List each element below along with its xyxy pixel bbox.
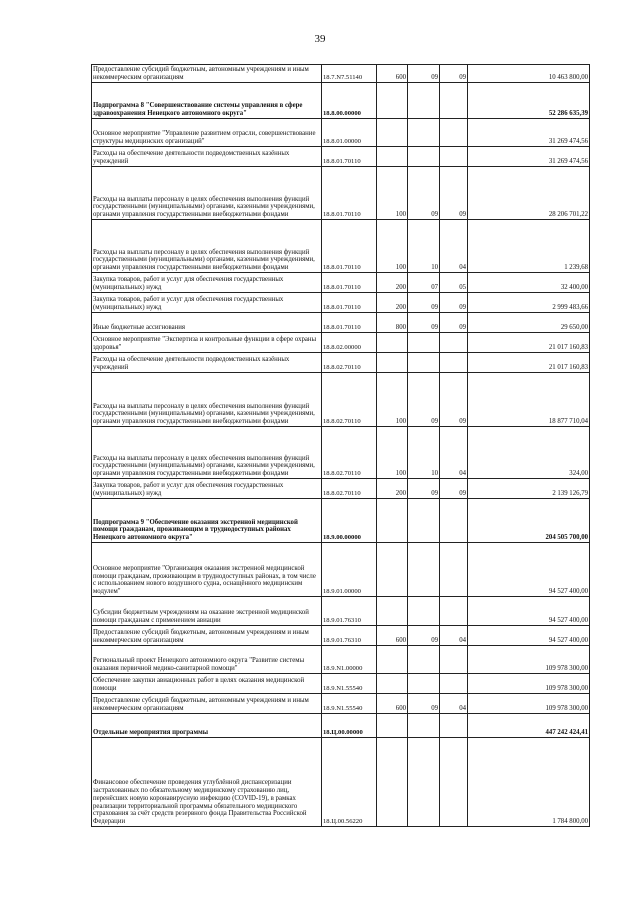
target-article-code: 18.9.01.76310	[322, 626, 377, 646]
expense-type-code	[377, 597, 408, 626]
amount-cell: 31 269 474,56	[468, 147, 590, 167]
row-name-cell: Основное мероприятие "Организация оказания экстренной медицинской помощи гражданам, проживающим в труднодоступных районах, в том числе с использованием нового воздушного судна, оснащённого медицинским модулем"	[92, 543, 322, 597]
section-code	[408, 353, 440, 373]
subsection-code	[440, 714, 468, 738]
row-name-cell: Основное мероприятие "Управление развитием отрасли, совершенствование структуры медицинских организаций"	[92, 119, 322, 147]
target-article-code: 18.Ц.00.00000	[322, 714, 377, 738]
table-row	[92, 499, 590, 543]
subsection-code	[440, 119, 468, 147]
row-name-cell: Расходы на обеспечение деятельности подведомственных казённых учреждений	[92, 147, 322, 167]
table-row	[92, 694, 590, 714]
target-article-code: 18.9.N1.55540	[322, 674, 377, 694]
row-name-cell: Отдельные мероприятия программы	[92, 714, 322, 738]
subsection-code	[440, 597, 468, 626]
expense-type-code: 600	[377, 694, 408, 714]
section-code: 09	[408, 167, 440, 220]
target-article-code: 18.7.N7.51140	[322, 65, 377, 83]
row-name-cell: Субсидии бюджетным учреждениям на оказание экстренной медицинской помощи гражданам с применением авиации	[92, 597, 322, 626]
row-name-cell: Подпрограмма 9 "Обеспечение оказания экстренной медицинской помощи гражданам, проживающим в труднодоступных районах Ненецкого автономного округа"	[92, 499, 322, 543]
section-code	[408, 646, 440, 674]
amount-cell: 52 286 635,39	[468, 83, 590, 119]
expense-type-code: 200	[377, 479, 408, 499]
target-article-code: 18.8.02.00000	[322, 333, 377, 353]
amount-cell: 29 650,00	[468, 313, 590, 333]
section-code: 09	[408, 694, 440, 714]
section-code	[408, 597, 440, 626]
target-article-code: 18.8.01.70110	[322, 220, 377, 273]
subsection-code: 09	[440, 479, 468, 499]
expense-type-code: 600	[377, 65, 408, 83]
target-article-code: 18.Ц.00.56220	[322, 738, 377, 827]
page-number: 39	[314, 33, 326, 45]
section-code: 09	[408, 626, 440, 646]
expense-type-code: 100	[377, 373, 408, 427]
table-row	[92, 273, 590, 293]
section-code: 07	[408, 273, 440, 293]
target-article-code: 18.9.01.00000	[322, 543, 377, 597]
row-name-cell: Расходы на обеспечение деятельности подведомственных казённых учреждений	[92, 353, 322, 373]
section-code	[408, 738, 440, 827]
table-row	[92, 313, 590, 333]
subsection-code: 04	[440, 694, 468, 714]
target-article-code: 18.8.02.70110	[322, 373, 377, 427]
amount-cell: 31 269 474,56	[468, 119, 590, 147]
subsection-code	[440, 83, 468, 119]
amount-cell: 109 978 300,00	[468, 694, 590, 714]
expense-type-code: 100	[377, 220, 408, 273]
amount-cell: 109 978 300,00	[468, 646, 590, 674]
row-name-cell: Закупка товаров, работ и услуг для обеспечения государственных (муниципальных) нужд	[92, 479, 322, 499]
target-article-code: 18.9.N1.55540	[322, 694, 377, 714]
amount-cell: 32 400,00	[468, 273, 590, 293]
row-name-cell: Предоставление субсидий бюджетным, автономным учреждениям и иным некоммерческим организациям	[92, 626, 322, 646]
row-name-cell: Расходы на выплаты персоналу в целях обеспечения выполнения функций государственными (муниципальными) органами, казенными учреждениями, органами управления государственными внебюджетными фондами	[92, 220, 322, 273]
subsection-code: 09	[440, 313, 468, 333]
subsection-code: 09	[440, 373, 468, 427]
table-row	[92, 83, 590, 119]
row-name-cell: Иные бюджетные ассигнования	[92, 313, 322, 333]
subsection-code	[440, 333, 468, 353]
row-name-cell: Закупка товаров, работ и услуг для обеспечения государственных (муниципальных) нужд	[92, 273, 322, 293]
section-code: 10	[408, 427, 440, 479]
amount-cell: 2 999 483,66	[468, 293, 590, 313]
expense-type-code	[377, 353, 408, 373]
amount-cell: 324,00	[468, 427, 590, 479]
subsection-code: 04	[440, 427, 468, 479]
table-row	[92, 646, 590, 674]
subsection-code: 04	[440, 220, 468, 273]
table-row	[92, 479, 590, 499]
expense-type-code	[377, 119, 408, 147]
target-article-code: 18.9.N1.00000	[322, 646, 377, 674]
target-article-code: 18.9.00.00000	[322, 499, 377, 543]
expense-type-code	[377, 147, 408, 167]
row-name-cell: Подпрограмма 8 "Совершенствование системы управления в сфере здравоохранения Ненецкого автономного округа"	[92, 83, 322, 119]
subsection-code	[440, 353, 468, 373]
amount-cell: 1 784 800,00	[468, 738, 590, 827]
table-row	[92, 65, 590, 83]
target-article-code: 18.8.02.70110	[322, 479, 377, 499]
table-row	[92, 597, 590, 626]
table-row	[92, 119, 590, 147]
target-article-code: 18.8.00.00000	[322, 83, 377, 119]
amount-cell: 94 527 400,00	[468, 626, 590, 646]
subsection-code: 04	[440, 626, 468, 646]
table-row	[92, 714, 590, 738]
expense-type-code: 200	[377, 273, 408, 293]
expense-type-code: 100	[377, 167, 408, 220]
table-row	[92, 543, 590, 597]
section-code	[408, 543, 440, 597]
table-row	[92, 353, 590, 373]
expense-type-code: 600	[377, 626, 408, 646]
target-article-code: 18.8.01.70110	[322, 313, 377, 333]
subsection-code	[440, 147, 468, 167]
table-row	[92, 738, 590, 827]
table-row	[92, 147, 590, 167]
expense-type-code	[377, 646, 408, 674]
budget-table	[91, 64, 590, 827]
section-code	[408, 714, 440, 738]
section-code	[408, 674, 440, 694]
target-article-code: 18.9.01.76310	[322, 597, 377, 626]
subsection-code: 09	[440, 293, 468, 313]
target-article-code: 18.8.01.70110	[322, 273, 377, 293]
row-name-cell: Предоставление субсидий бюджетным, автономным учреждениям и иным некоммерческим организациям	[92, 694, 322, 714]
table-row	[92, 373, 590, 427]
table-row	[92, 626, 590, 646]
expense-type-code	[377, 714, 408, 738]
row-name-cell: Предоставление субсидий бюджетным, автономным учреждениям и иным некоммерческим организациям	[92, 65, 322, 83]
amount-cell: 94 527 400,00	[468, 543, 590, 597]
amount-cell: 21 017 160,83	[468, 333, 590, 353]
expense-type-code	[377, 83, 408, 119]
target-article-code: 18.8.02.70110	[322, 427, 377, 479]
section-code	[408, 119, 440, 147]
table-row	[92, 220, 590, 273]
amount-cell: 28 206 701,22	[468, 167, 590, 220]
section-code	[408, 147, 440, 167]
amount-cell: 10 463 800,00	[468, 65, 590, 83]
expense-type-code	[377, 543, 408, 597]
amount-cell: 447 242 424,41	[468, 714, 590, 738]
amount-cell: 1 239,68	[468, 220, 590, 273]
target-article-code: 18.8.01.00000	[322, 119, 377, 147]
subsection-code: 09	[440, 167, 468, 220]
target-article-code: 18.8.01.70110	[322, 293, 377, 313]
section-code: 09	[408, 313, 440, 333]
section-code	[408, 499, 440, 543]
row-name-cell: Региональный проект Ненецкого автономного округа "Развитие системы оказания первичной медико-санитарной помощи"	[92, 646, 322, 674]
expense-type-code	[377, 674, 408, 694]
section-code: 09	[408, 65, 440, 83]
row-name-cell: Обеспечение закупки авиационных работ в целях оказания медицинской помощи	[92, 674, 322, 694]
section-code: 09	[408, 479, 440, 499]
expense-type-code	[377, 738, 408, 827]
subsection-code	[440, 543, 468, 597]
target-article-code: 18.8.01.70110	[322, 167, 377, 220]
expense-type-code: 100	[377, 427, 408, 479]
row-name-cell: Финансовое обеспечение проведения углублённой диспансеризации застрахованных по обязательному медицинскому страхованию лиц, перенёсших новую коронавирусную инфекцию (COVID-19), в рамках реализации территориальной программы обязательного медицинского страхования за счёт средств резервного фонда Правительства Российской Федерации	[92, 738, 322, 827]
table-row	[92, 427, 590, 479]
row-name-cell: Расходы на выплаты персоналу в целях обеспечения выполнения функций государственными (муниципальными) органами, казенными учреждениями, органами управления государственными внебюджетными фондами	[92, 167, 322, 220]
target-article-code: 18.8.02.70110	[322, 353, 377, 373]
subsection-code: 05	[440, 273, 468, 293]
amount-cell: 109 978 300,00	[468, 674, 590, 694]
table-row	[92, 167, 590, 220]
expense-type-code	[377, 499, 408, 543]
section-code	[408, 83, 440, 119]
expense-type-code: 800	[377, 313, 408, 333]
amount-cell: 94 527 400,00	[468, 597, 590, 626]
row-name-cell: Закупка товаров, работ и услуг для обеспечения государственных (муниципальных) нужд	[92, 293, 322, 313]
target-article-code: 18.8.01.70110	[322, 147, 377, 167]
amount-cell: 21 017 160,83	[468, 353, 590, 373]
row-name-cell: Расходы на выплаты персоналу в целях обеспечения выполнения функций государственными (муниципальными) органами, казенными учреждениями, органами управления государственными внебюджетными фондами	[92, 427, 322, 479]
section-code: 09	[408, 293, 440, 313]
table-row	[92, 293, 590, 313]
amount-cell: 18 877 710,04	[468, 373, 590, 427]
expense-type-code: 200	[377, 293, 408, 313]
table-row	[92, 674, 590, 694]
subsection-code	[440, 499, 468, 543]
table-row	[92, 333, 590, 353]
subsection-code	[440, 646, 468, 674]
expense-type-code	[377, 333, 408, 353]
amount-cell: 2 139 126,79	[468, 479, 590, 499]
section-code	[408, 333, 440, 353]
subsection-code	[440, 674, 468, 694]
row-name-cell: Основное мероприятие "Экспертиза и контрольные функции в сфере охраны здоровья"	[92, 333, 322, 353]
subsection-code	[440, 738, 468, 827]
subsection-code: 09	[440, 65, 468, 83]
row-name-cell: Расходы на выплаты персоналу в целях обеспечения выполнения функций государственными (муниципальными) органами, казенными учреждениями, органами управления государственными внебюджетными фондами	[92, 373, 322, 427]
amount-cell: 204 505 700,00	[468, 499, 590, 543]
section-code: 10	[408, 220, 440, 273]
table-body	[92, 65, 590, 827]
section-code: 09	[408, 373, 440, 427]
